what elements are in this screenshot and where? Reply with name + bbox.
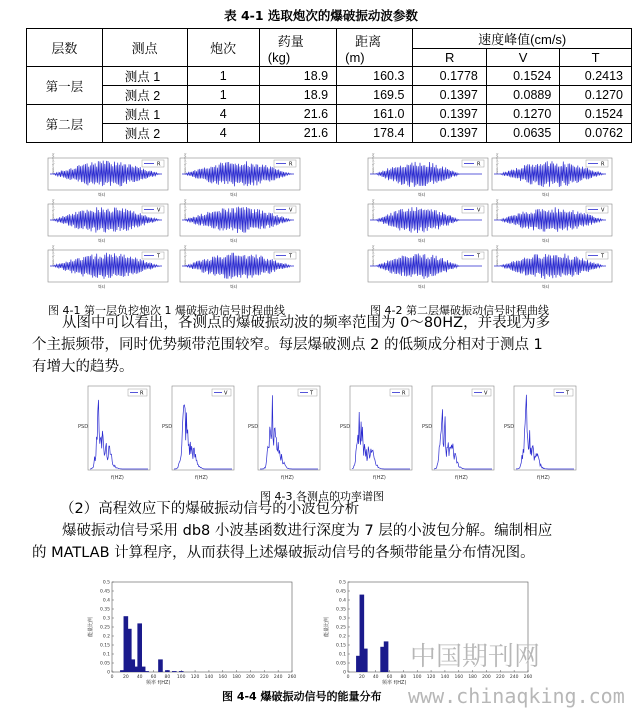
point-cell: 测点 2 (102, 124, 187, 143)
y-tick-label: 0.4 (338, 598, 346, 604)
waveform-y-label: Velocity(cm/s) (51, 198, 55, 220)
energy-bar (165, 670, 170, 672)
waveform-x-label: t(s) (418, 192, 426, 197)
fig41-caption: 图 4-1 第一层负挖炮次 1 爆破振动信号时程曲线 (48, 304, 285, 317)
shot-cell: 4 (187, 124, 259, 143)
psd-x-label: f(HZ) (455, 475, 468, 481)
waveform-y-label: Velocity(cm/s) (495, 152, 499, 174)
header-distance-unit: (m) (345, 49, 365, 65)
waveform-x-label: t(s) (542, 238, 550, 243)
distance-cell: 169.5 (337, 86, 413, 105)
header-distance-label: 距离 (355, 33, 382, 49)
fig42-caption: 图 4-2 第二层爆破振动信号时程曲线 (370, 304, 549, 317)
energy-y-label: 能量比例 (88, 616, 94, 638)
x-tick-label: 40 (372, 675, 379, 680)
x-tick-label: 20 (358, 675, 365, 680)
energy-x-label: 频率 f(HZ) (146, 680, 171, 686)
waveform-panel (170, 198, 304, 246)
energy-bar (363, 649, 368, 672)
psd-trace (90, 400, 148, 469)
waveform-x-label: t(s) (418, 284, 426, 289)
y-tick-label: 0.25 (335, 625, 346, 631)
psd-y-label: PSD (78, 424, 89, 430)
legend-label: V (157, 207, 161, 214)
psd-y-label: PSD (340, 424, 351, 430)
waveform-x-label: t(s) (230, 238, 238, 243)
legend-label: T (157, 253, 161, 260)
psd-y-label: PSD (248, 424, 259, 430)
paragraph1-line3: 有增大的趋势。 (32, 359, 134, 375)
x-tick-label: 0 (110, 675, 114, 680)
x-tick-label: 220 (260, 675, 269, 680)
panel-frame (514, 386, 576, 470)
distance-cell: 161.0 (337, 105, 413, 124)
legend-label: T (477, 253, 481, 260)
panel-frame (172, 386, 234, 470)
psd-panel (246, 382, 326, 486)
waveform-y-label: Velocity(cm/s) (495, 244, 499, 266)
waveform-panel (358, 198, 492, 246)
table-row (27, 86, 632, 105)
waveform-y-label: Velocity(cm/s) (183, 244, 187, 266)
waveform-x-label: t(s) (542, 284, 550, 289)
y-tick-label: 0.1 (102, 652, 110, 658)
header-velocity: 速度峰值(cm/s) (413, 29, 632, 49)
t-cell: 0.1524 (560, 105, 632, 124)
legend-label: V (484, 390, 488, 397)
legend-label: V (601, 207, 605, 214)
legend-label: R (477, 161, 481, 168)
psd-trace (174, 405, 232, 469)
energy-bar (384, 641, 389, 672)
y-tick-label: 0.15 (335, 643, 346, 649)
legend-label: R (140, 390, 144, 397)
x-tick-label: 240 (273, 675, 283, 680)
point-cell: 测点 2 (102, 86, 187, 105)
charge-cell: 21.6 (259, 105, 336, 124)
watermark-url: www.chinaqking.com (408, 684, 625, 708)
legend-label: T (289, 253, 293, 260)
x-tick-label: 260 (287, 675, 297, 680)
layer-cell: 第二层 (27, 105, 103, 143)
header-layer: 层数 (27, 29, 103, 67)
v-cell: 0.1524 (486, 67, 559, 86)
x-tick-label: 200 (482, 675, 491, 680)
energy-bar (179, 671, 184, 672)
table-title: 表 4-1 选取炮次的爆破振动波参数 (224, 8, 418, 23)
waveform-panel (482, 152, 616, 200)
x-tick-label: 140 (204, 675, 214, 680)
t-cell: 0.2413 (560, 67, 632, 86)
x-tick-label: 180 (232, 675, 241, 680)
header-charge-label: 药量 (277, 33, 304, 49)
y-tick-label: 0.3 (102, 616, 110, 622)
energy-y-label: 能量比例 (324, 616, 330, 638)
psd-panel (160, 382, 240, 486)
v-cell: 0.1270 (486, 105, 559, 124)
paragraph1-line2: 个主振频带，同时优势频带范围较窄。每层爆破测点 2 的低频成分相对于测点 1 (32, 337, 543, 353)
waveform-x-label: t(s) (98, 238, 106, 243)
psd-panel (76, 382, 156, 486)
x-tick-label: 60 (386, 675, 393, 680)
legend-label: V (289, 207, 293, 214)
psd-x-label: f(HZ) (195, 475, 208, 481)
distance-cell: 160.3 (337, 67, 413, 86)
header-charge-unit: (kg) (267, 49, 291, 65)
legend-label: R (157, 161, 161, 168)
x-tick-label: 160 (454, 675, 464, 680)
waveform-x-label: t(s) (98, 192, 106, 197)
r-cell: 0.1778 (413, 67, 486, 86)
x-tick-label: 120 (426, 675, 436, 680)
waveform-panel (482, 198, 616, 246)
x-tick-label: 60 (150, 675, 157, 680)
r-cell: 0.1397 (413, 124, 486, 143)
waveform-y-label: Velocity(cm/s) (495, 198, 499, 220)
psd-panel (420, 382, 500, 486)
y-tick-label: 0.4 (102, 598, 110, 604)
charge-cell: 18.9 (259, 86, 336, 105)
y-tick-label: 0.5 (338, 580, 346, 586)
header-t: T (560, 49, 632, 67)
legend-label: T (310, 390, 314, 397)
v-cell: 0.0635 (486, 124, 559, 143)
v-cell: 0.0889 (486, 86, 559, 105)
layer-cell: 第一层 (27, 67, 103, 105)
energy-bar (158, 659, 163, 672)
y-tick-label: 0.35 (335, 607, 346, 613)
x-tick-label: 200 (246, 675, 255, 680)
psd-x-label: f(HZ) (537, 475, 550, 481)
t-cell: 0.0762 (560, 124, 632, 143)
header-shot: 炮次 (187, 29, 259, 67)
x-tick-label: 0 (346, 675, 350, 680)
header-point: 测点 (102, 29, 187, 67)
legend-label: V (224, 390, 228, 397)
waveform-y-label: Velocity(cm/s) (371, 152, 375, 174)
waveform-y-label: Velocity(cm/s) (183, 198, 187, 220)
table-header-row-1 (27, 29, 632, 49)
waveform-panel (358, 152, 492, 200)
legend-label: R (402, 390, 406, 397)
psd-panel (502, 382, 582, 486)
waveform-panel (38, 198, 172, 246)
y-tick-label: 0.45 (335, 589, 346, 595)
y-tick-label: 0.35 (99, 607, 110, 613)
waveform-panel (170, 152, 304, 200)
y-tick-label: 0.05 (99, 661, 110, 667)
y-tick-label: 0.15 (99, 643, 110, 649)
legend-label: R (601, 161, 605, 168)
t-cell: 0.1270 (560, 86, 632, 105)
x-tick-label: 100 (412, 675, 422, 680)
waveform-y-label: Velocity(cm/s) (183, 152, 187, 174)
table-row (27, 105, 632, 124)
x-tick-label: 120 (190, 675, 200, 680)
shot-cell: 1 (187, 67, 259, 86)
charge-cell: 21.6 (259, 124, 336, 143)
psd-panel (338, 382, 418, 486)
waveform-x-label: t(s) (418, 238, 426, 243)
x-tick-label: 80 (400, 675, 407, 680)
paragraph2-line1: 爆破振动信号采用 db8 小波基函数进行深度为 7 层的小波包分解。编制相应 (62, 523, 553, 539)
waveform-y-label: Velocity(cm/s) (51, 244, 55, 266)
legend-label: V (477, 207, 481, 214)
shot-cell: 4 (187, 105, 259, 124)
y-tick-label: 0.45 (99, 589, 110, 595)
header-charge (259, 29, 336, 67)
energy-bar (137, 623, 142, 672)
psd-trace (260, 395, 318, 469)
energy-x-label: 频率 f(HZ) (382, 680, 407, 686)
psd-trace (434, 409, 492, 469)
y-tick-label: 0.2 (338, 634, 346, 640)
waveform-y-label: Velocity(cm/s) (371, 244, 375, 266)
x-tick-label: 80 (164, 675, 171, 680)
charge-cell: 18.9 (259, 67, 336, 86)
waveform-x-label: t(s) (230, 284, 238, 289)
x-tick-label: 180 (468, 675, 477, 680)
header-distance (337, 29, 413, 67)
waveform-y-label: Velocity(cm/s) (51, 152, 55, 174)
psd-figure (0, 380, 642, 485)
y-tick-label: 0.5 (102, 580, 110, 586)
x-tick-label: 240 (509, 675, 519, 680)
x-tick-label: 260 (523, 675, 533, 680)
r-cell: 0.1397 (413, 105, 486, 124)
shot-cell: 1 (187, 86, 259, 105)
waveform-y-label: Velocity(cm/s) (371, 198, 375, 220)
x-tick-label: 40 (136, 675, 143, 680)
waveform-x-label: t(s) (98, 284, 106, 289)
psd-trace (516, 395, 574, 469)
x-tick-label: 160 (218, 675, 228, 680)
x-tick-label: 20 (122, 675, 129, 680)
point-cell: 测点 1 (102, 67, 187, 86)
x-tick-label: 100 (176, 675, 186, 680)
psd-y-label: PSD (162, 424, 173, 430)
psd-x-label: f(HZ) (373, 475, 386, 481)
watermark-logo-text: 中国期刊网 (410, 642, 541, 672)
y-tick-label: 0.1 (338, 652, 346, 658)
legend-label: T (601, 253, 605, 260)
y-tick-label: 0 (343, 670, 346, 676)
waveform-panel (358, 244, 492, 292)
waveform-panel (482, 244, 616, 292)
waveform-panel (38, 244, 172, 292)
header-r: R (413, 49, 486, 67)
header-v: V (486, 49, 559, 67)
psd-y-label: PSD (504, 424, 515, 430)
distance-cell: 178.4 (337, 124, 413, 143)
energy-chart-1 (82, 576, 300, 686)
y-tick-label: 0.2 (102, 634, 110, 640)
y-tick-label: 0.25 (99, 625, 110, 631)
legend-label: T (566, 390, 570, 397)
waveform-panel (170, 244, 304, 292)
y-tick-label: 0.3 (338, 616, 346, 622)
blast-parameter-table (26, 28, 632, 143)
y-tick-label: 0 (107, 670, 110, 676)
legend-label: R (289, 161, 293, 168)
psd-x-label: f(HZ) (281, 475, 294, 481)
section-heading: （2）高程效应下的爆破振动信号的小波包分析 (60, 501, 360, 517)
waveform-x-label: t(s) (542, 192, 550, 197)
psd-x-label: f(HZ) (111, 475, 124, 481)
psd-trace (352, 412, 410, 469)
energy-bar (144, 671, 149, 672)
panel-frame (258, 386, 320, 470)
table-row (27, 67, 632, 86)
point-cell: 测点 1 (102, 105, 187, 124)
y-tick-label: 0.05 (335, 661, 346, 667)
waveform-figures (0, 150, 642, 300)
paragraph2-line2: 的 MATLAB 计算程序，从而获得上述爆破振动信号的各频带能量分布情况图。 (32, 545, 535, 561)
paragraph1-line1: 从图中可以看出，各测点的爆破振动波的频率范围为 0～80HZ，并表现为多 (62, 315, 551, 331)
table-row (27, 124, 632, 143)
psd-y-label: PSD (422, 424, 433, 430)
energy-bar (172, 671, 177, 672)
x-tick-label: 140 (440, 675, 450, 680)
waveform-panel (38, 152, 172, 200)
psd-caption: 图 4-3 各测点的功率谱图 (260, 490, 384, 503)
energy-caption: 图 4-4 爆破振动信号的能量分布 (222, 690, 382, 703)
x-tick-label: 220 (496, 675, 505, 680)
waveform-x-label: t(s) (230, 192, 238, 197)
r-cell: 0.1397 (413, 86, 486, 105)
